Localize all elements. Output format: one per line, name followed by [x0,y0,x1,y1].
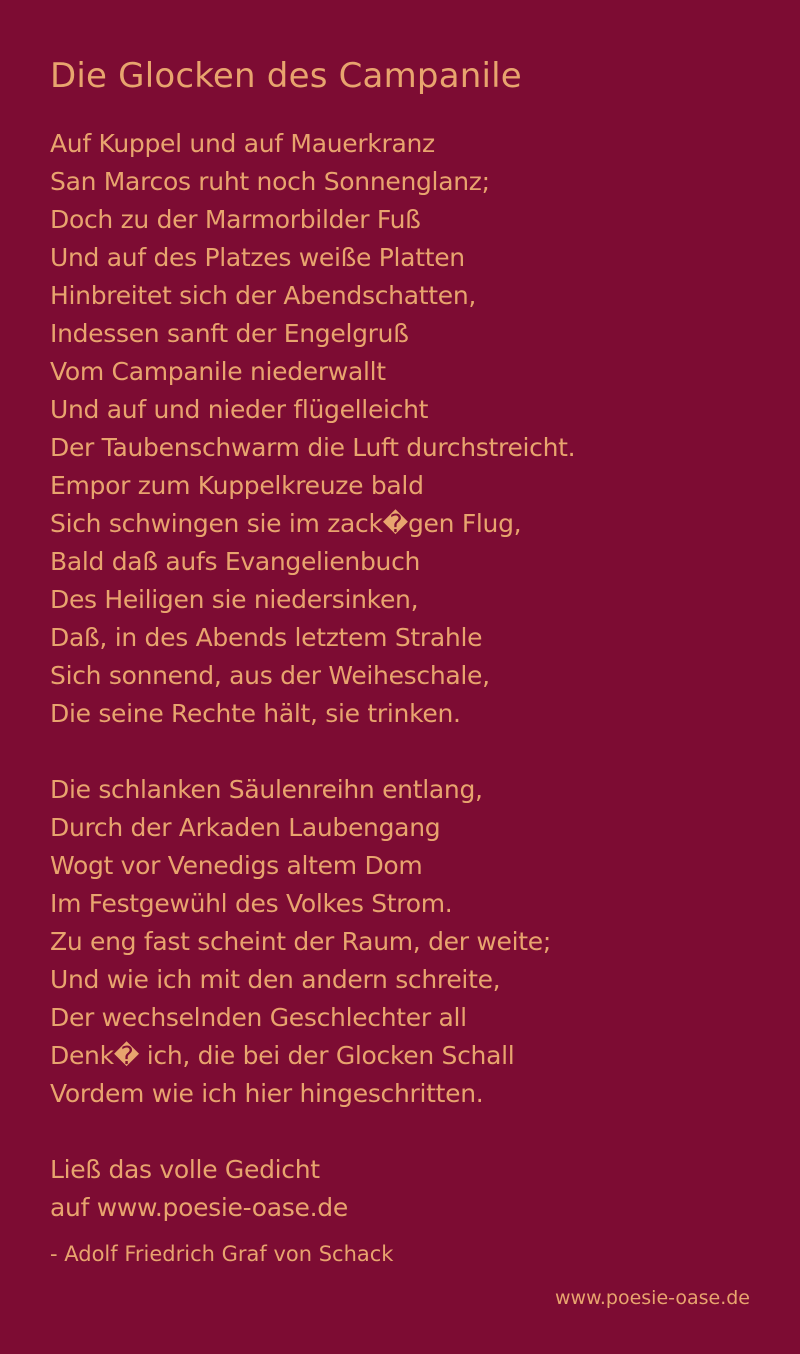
poem-line: Vordem wie ich hier hingeschritten. [50,1079,484,1108]
poem-line: Auf Kuppel und auf Mauerkranz [50,129,435,158]
poem-line: Daß, in des Abends letztem Strahle [50,623,483,652]
poem-line: Sich sonnend, aus der Weiheschale, [50,661,490,690]
poem-line: Doch zu der Marmorbilder Fuß [50,205,421,234]
poem-line: Bald daß aufs Evangelienbuch [50,547,421,576]
poem-line: Sich schwingen sie im zack�gen Flug, [50,509,522,538]
poem-line: Vom Campanile niederwallt [50,357,386,386]
website-watermark: www.poesie-oase.de [554,1287,750,1309]
poem-line: Zu eng fast scheint der Raum, der weite; [50,927,551,956]
poem-line: Die schlanken Säulenreihn entlang, [50,775,483,804]
stanza [50,125,770,733]
poem-line: Durch der Arkaden Laubengang [50,813,441,842]
poem-line: Im Festgewühl des Volkes Strom. [50,889,453,918]
poem-line: Und wie ich mit den andern schreite, [50,965,501,994]
full-poem-callout [50,1151,348,1227]
cta-line: auf www.poesie-oase.de [50,1193,348,1222]
poem-title: Die Glocken des Campanile [50,56,522,96]
poem-line: Der Taubenschwarm die Luft durchstreicht. [50,433,576,462]
poem-line: Des Heiligen sie niedersinken, [50,585,419,614]
poem-line: Empor zum Kuppelkreuze bald [50,471,424,500]
poem-line: Und auf und nieder flügelleicht [50,395,429,424]
poem-line: Der wechselnden Geschlechter all [50,1003,467,1032]
stanza-gap [50,733,770,771]
poem-line: Wogt vor Venedigs altem Dom [50,851,423,880]
cta-line: Ließ das volle Gedicht [50,1155,320,1184]
author-credit: - Adolf Friedrich Graf von Schack [50,1242,394,1266]
poem-body [50,125,770,1113]
poem-line: Denk� ich, die bei der Glocken Schall [50,1041,515,1070]
stanza [50,771,770,1113]
poem-line: Indessen sanft der Engelgruß [50,319,409,348]
poem-line: Und auf des Platzes weiße Platten [50,243,465,272]
poem-line: Hinbreitet sich der Abendschatten, [50,281,477,310]
poem-line: San Marcos ruht noch Sonnenglanz; [50,167,490,196]
poem-line: Die seine Rechte hält, sie trinken. [50,699,461,728]
